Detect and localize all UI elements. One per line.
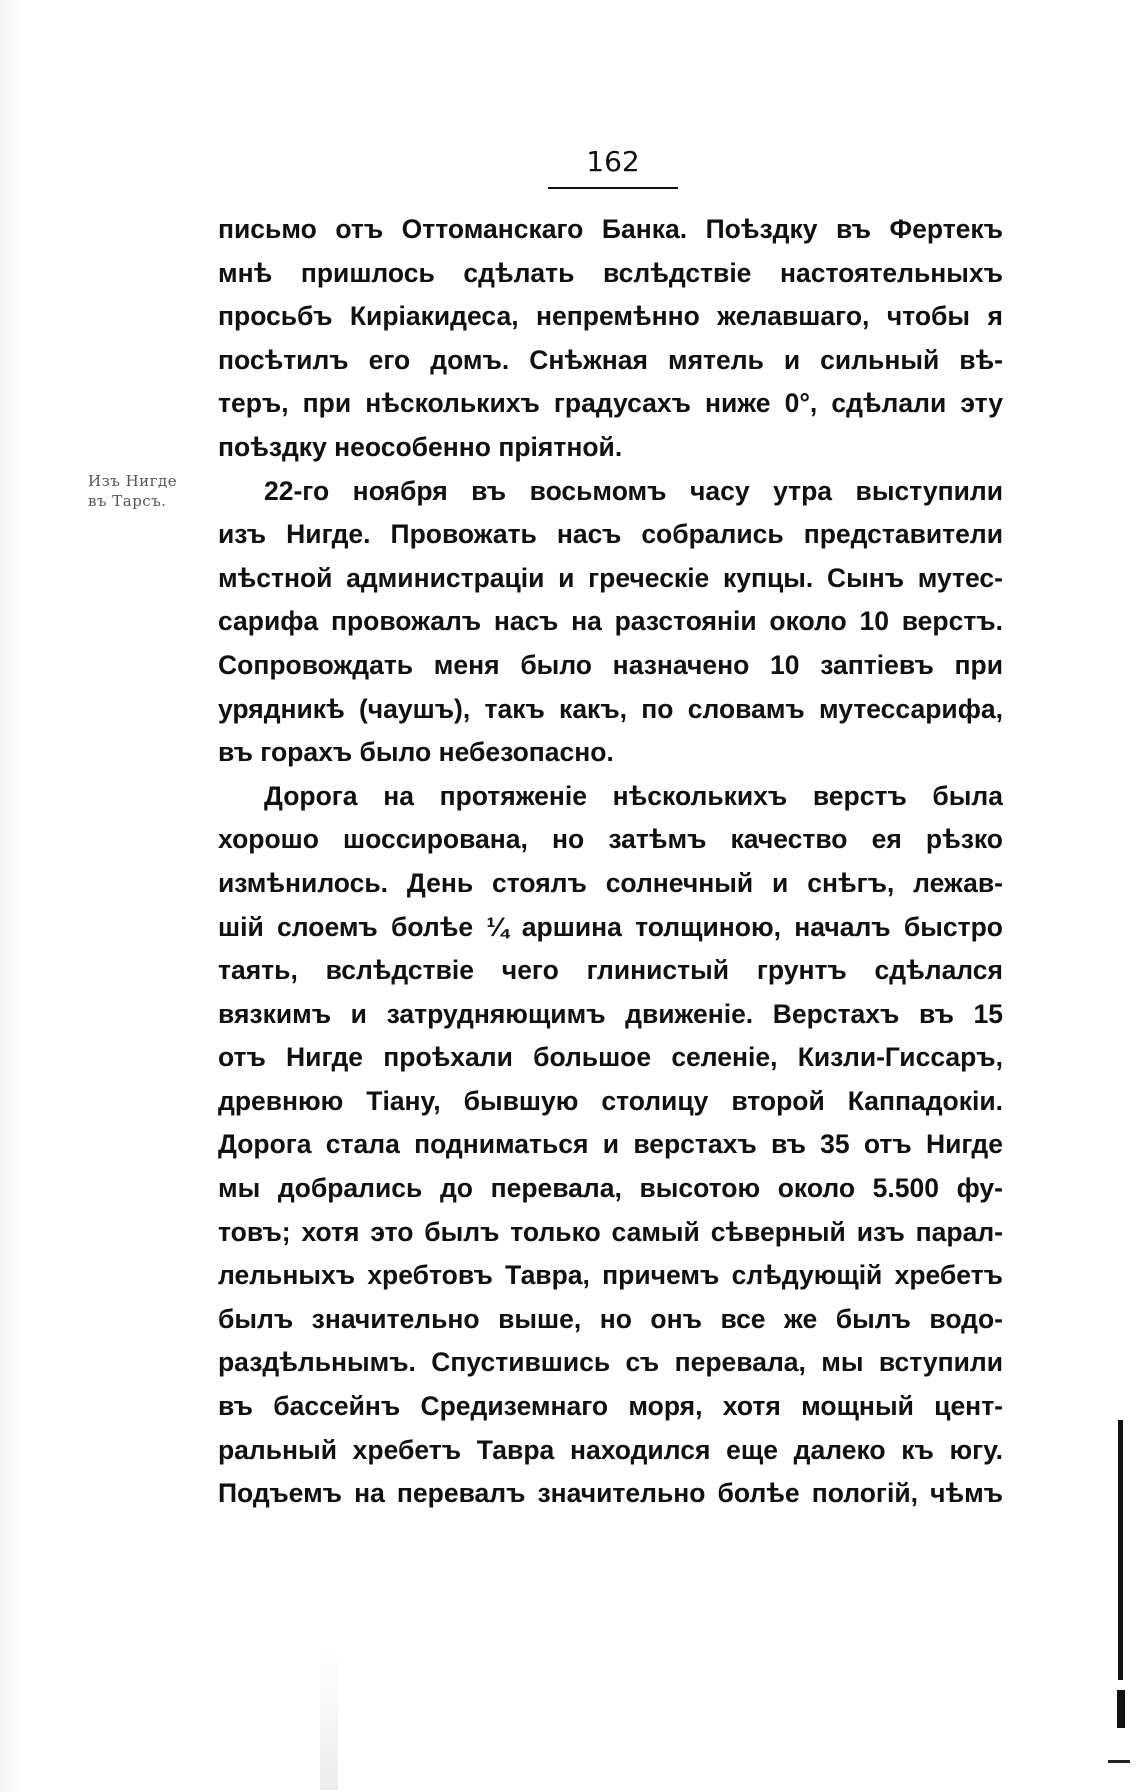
text-line: урядникѣ (чаушъ), такъ какъ, по словамъ мутессарифа, bbox=[218, 693, 1003, 724]
page-edge-shadow bbox=[0, 0, 22, 1792]
text-line: ральный хребетъ Тавра находился еще далеко къ югу. bbox=[218, 1434, 1003, 1465]
text-line: посѣтилъ его домъ. Снѣжная мятель и сильный вѣ- bbox=[218, 344, 1003, 375]
page-number: 162 bbox=[586, 145, 640, 178]
text-line: Сопровождать меня было назначено 10 заптіевъ при bbox=[218, 649, 1003, 680]
margin-note-line: Изъ Нигде bbox=[88, 472, 178, 490]
text-line: сарифа провожалъ насъ на разстояніи около 10 верстъ. bbox=[218, 606, 1003, 637]
text-line: изъ Нигде. Провожать насъ собрались представители bbox=[218, 519, 1003, 550]
text-line: Дорога стала подниматься и верстахъ въ 35 отъ Нигде bbox=[218, 1129, 1003, 1160]
text-line: мы добрались до перевала, высотою около 5.500 фу- bbox=[218, 1173, 1003, 1204]
text-line: Подъемъ на перевалъ значительно болѣе пологій, чѣмъ bbox=[218, 1478, 1003, 1509]
margin-note-line: въ Тарсъ. bbox=[88, 492, 167, 510]
text-line: хорошо шоссирована, но затѣмъ качество ея рѣзко bbox=[218, 824, 1003, 855]
text-line: товъ; хотя это былъ только самый сѣверный изъ парал- bbox=[218, 1216, 1003, 1247]
text-line: просьбъ Киріакидеса, непремѣнно желавшаго, чтобы я bbox=[218, 301, 1003, 332]
text-line: поѣздку неособенно пріятной. bbox=[218, 431, 623, 462]
text-line: таять, вслѣдствіе чего глинистый грунтъ сдѣлался bbox=[218, 955, 1003, 986]
text-line: шій слоемъ болѣе ¼ аршина толщиною, началъ быстро bbox=[218, 911, 1003, 942]
text-line: раздѣльнымъ. Спустившись съ перевала, мы вступили bbox=[218, 1347, 1003, 1378]
margin-note bbox=[88, 471, 208, 511]
text-line: Дорога на протяженіе нѣсколькихъ верстъ была bbox=[264, 780, 1003, 811]
text-line: вязкимъ и затрудняющимъ движеніе. Верстахъ въ 15 bbox=[218, 998, 1003, 1029]
page-number-rule bbox=[548, 187, 678, 189]
text-line: мѣстной администраціи и греческіе купцы. Сынъ мутес- bbox=[218, 562, 1003, 593]
text-line: письмо отъ Оттоманскаго Банка. Поѣздку въ Фертекъ bbox=[218, 214, 1003, 244]
text-line: мнѣ пришлось сдѣлать вслѣдствіе настоятельныхъ bbox=[218, 257, 1003, 288]
scan-edge-mark bbox=[1118, 1420, 1123, 1680]
text-line: древнюю Тіану, бывшую столицу второй Каппадокіи. bbox=[218, 1085, 1003, 1116]
text-line: отъ Нигде проѣхали большое селеніе, Кизли-Гиссаръ, bbox=[218, 1042, 1003, 1073]
text-line: былъ значительно выше, но онъ все же былъ водо- bbox=[218, 1303, 1003, 1334]
text-line: теръ, при нѣсколькихъ градусахъ ниже 0°, сдѣлали эту bbox=[218, 388, 1003, 419]
text-line: въ горахъ было небезопасно. bbox=[218, 737, 614, 768]
scan-edge-mark bbox=[1117, 1690, 1125, 1728]
text-line: измѣнилось. День стоялъ солнечный и снѣгъ, лежав- bbox=[218, 867, 1003, 898]
scan-edge-mark bbox=[1108, 1760, 1130, 1763]
text-line: 22-го ноября въ восьмомъ часу утра выступили bbox=[264, 475, 1003, 506]
body-text bbox=[218, 208, 1003, 1516]
scan-artifact bbox=[320, 1650, 338, 1790]
text-line: въ бассейнъ Средиземнаго моря, хотя мощный цент- bbox=[218, 1391, 1003, 1422]
text-line: лельныхъ хребтовъ Тавра, причемъ слѣдующій хребетъ bbox=[218, 1260, 1003, 1291]
